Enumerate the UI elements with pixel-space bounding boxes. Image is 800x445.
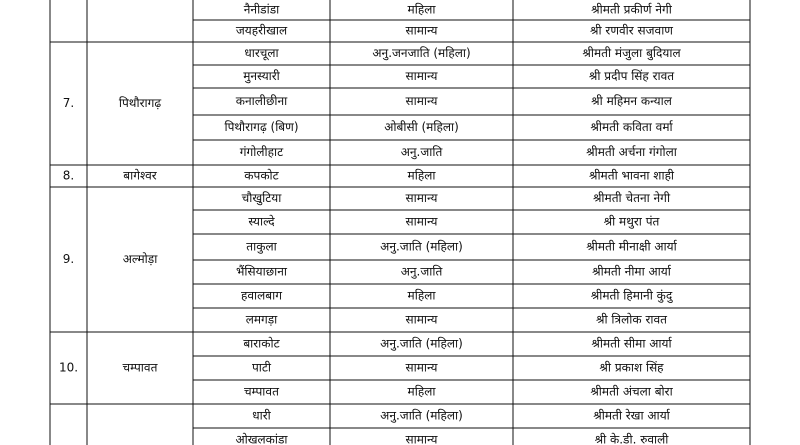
block-cell: लमगड़ा bbox=[245, 312, 278, 327]
name-cell: श्रीमती मंजुला बुदियाल bbox=[582, 46, 681, 60]
block-cell: स्याल्दे bbox=[248, 214, 275, 229]
district-cell: अल्मोड़ा bbox=[122, 252, 158, 266]
name-cell: श्रीमती नीमा आर्या bbox=[592, 264, 671, 279]
block-cell: कनालीछीना bbox=[235, 94, 288, 108]
block-cell: गंगोलीहाट bbox=[239, 145, 284, 159]
name-cell: श्रीमती मीनाक्षी आर्या bbox=[586, 239, 677, 254]
category-cell: सामान्य bbox=[405, 94, 438, 108]
category-cell: ओबीसी (महिला) bbox=[384, 120, 459, 134]
category-cell: सामान्य bbox=[405, 191, 438, 205]
name-cell: श्री प्रदीप सिंह रावत bbox=[588, 69, 675, 83]
block-cell: हवालबाग bbox=[240, 288, 283, 303]
category-cell: महिला bbox=[407, 2, 436, 17]
category-cell: अनु.जनजाति (महिला) bbox=[372, 46, 471, 60]
block-cell: भैंसियाछाना bbox=[235, 264, 288, 279]
block-cell: कपकोट bbox=[244, 168, 279, 183]
name-cell: श्रीमती भावना शाही bbox=[588, 168, 675, 183]
serial-number-cell: 7. bbox=[62, 96, 75, 110]
name-cell: श्रीमती प्रकीर्ण नेगी bbox=[591, 2, 672, 17]
name-cell: श्रीमती सीमा आर्या bbox=[591, 336, 672, 351]
name-cell: श्री त्रिलोक रावत bbox=[596, 312, 667, 327]
district-cell: बागेश्वर bbox=[123, 168, 157, 183]
block-cell: चौखुटिया bbox=[241, 191, 282, 205]
category-cell: अनु.जाति (महिला) bbox=[380, 408, 463, 423]
name-cell: श्रीमती अंचला बोरा bbox=[590, 384, 673, 399]
category-cell: सामान्य bbox=[405, 214, 438, 229]
category-cell: महिला bbox=[407, 384, 436, 399]
name-cell: श्रीमती हिमानी कुंदु bbox=[590, 288, 673, 303]
block-cell: पिथौरागढ़ (बिण) bbox=[224, 120, 299, 134]
name-cell: श्री मथुरा पंत bbox=[603, 214, 660, 229]
block-cell: ताकुला bbox=[246, 239, 277, 254]
block-cell: नैनीडांडा bbox=[243, 2, 280, 17]
block-cell: मुनस्यारी bbox=[243, 69, 280, 83]
district-cell: पिथौरागढ़ bbox=[118, 96, 162, 110]
category-cell: सामान्य bbox=[405, 23, 438, 38]
category-cell: अनु.जाति bbox=[400, 264, 443, 279]
name-cell: श्रीमती चेतना नेगी bbox=[592, 191, 671, 205]
block-cell: धारचूला bbox=[244, 46, 279, 60]
block-cell: जयहरीखाल bbox=[235, 23, 288, 38]
block-cell: ओखलकांडा bbox=[235, 432, 288, 445]
category-cell: अनु.जाति bbox=[400, 145, 443, 159]
name-cell: श्रीमती अर्चना गंगोला bbox=[586, 145, 677, 159]
serial-number-cell: 9. bbox=[62, 252, 75, 266]
block-cell: चम्पावत bbox=[244, 384, 279, 399]
category-cell: अनु.जाति (महिला) bbox=[380, 336, 463, 351]
serial-number-cell: 8. bbox=[62, 168, 75, 183]
block-cell: धारी bbox=[252, 408, 271, 423]
category-cell: महिला bbox=[407, 168, 436, 183]
category-cell: सामान्य bbox=[405, 69, 438, 83]
name-cell: श्री महिमन कन्याल bbox=[591, 94, 672, 108]
category-cell: अनु.जाति (महिला) bbox=[380, 239, 463, 254]
name-cell: श्री प्रकाश सिंह bbox=[599, 360, 664, 375]
category-cell: महिला bbox=[407, 288, 436, 303]
name-cell: श्री रणवीर सजवाण bbox=[590, 23, 673, 38]
block-cell: पाटी bbox=[251, 360, 272, 375]
serial-number-cell: 10. bbox=[58, 360, 79, 375]
name-cell: श्री के.डी. रुवाली bbox=[594, 432, 669, 445]
name-cell: श्रीमती कविता वर्मा bbox=[590, 120, 673, 134]
name-cell: श्रीमती रेखा आर्या bbox=[593, 408, 670, 423]
category-cell: सामान्य bbox=[405, 312, 438, 327]
category-cell: सामान्य bbox=[405, 432, 438, 445]
block-cell: बाराकोट bbox=[243, 336, 280, 351]
district-cell: चम्पावत bbox=[122, 360, 158, 375]
category-cell: सामान्य bbox=[405, 360, 438, 375]
